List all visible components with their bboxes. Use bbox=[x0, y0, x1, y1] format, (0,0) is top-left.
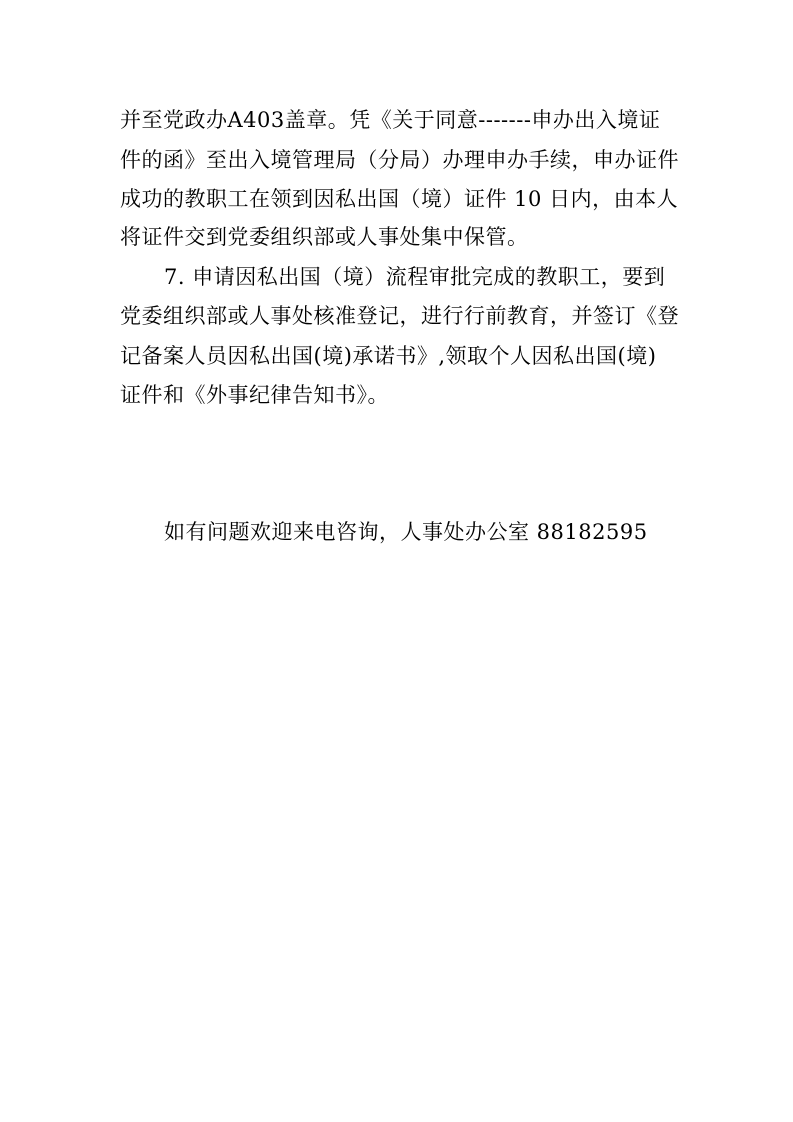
paragraph-line: 7. 申请因私出国（境）流程审批完成的教职工，要到 bbox=[164, 265, 666, 289]
paragraph-line: 将证件交到党委组织部或人事处集中保管。 bbox=[120, 225, 529, 249]
contact-line: 如有问题欢迎来电咨询，人事处办公室 88182595 bbox=[164, 520, 648, 544]
paragraph-line: 证件和《外事纪律告知书》。 bbox=[120, 383, 389, 407]
paragraph-line: 成功的教职工在领到因私出国（境）证件 10 日内，由本人 bbox=[120, 187, 679, 211]
paragraph-line: 党委组织部或人事处核准登记，进行行前教育，并签订《登 bbox=[120, 304, 679, 328]
paragraph-line: 件的函》至出入境管理局（分局）办理申办手续，申办证件 bbox=[120, 148, 679, 172]
paragraph-line: 并至党政办A403盖章。凭《关于同意-------申办出入境证 bbox=[120, 108, 661, 132]
paragraph-line: 记备案人员因私出国(境)承诺书》,领取个人因私出国(境) bbox=[120, 344, 657, 368]
